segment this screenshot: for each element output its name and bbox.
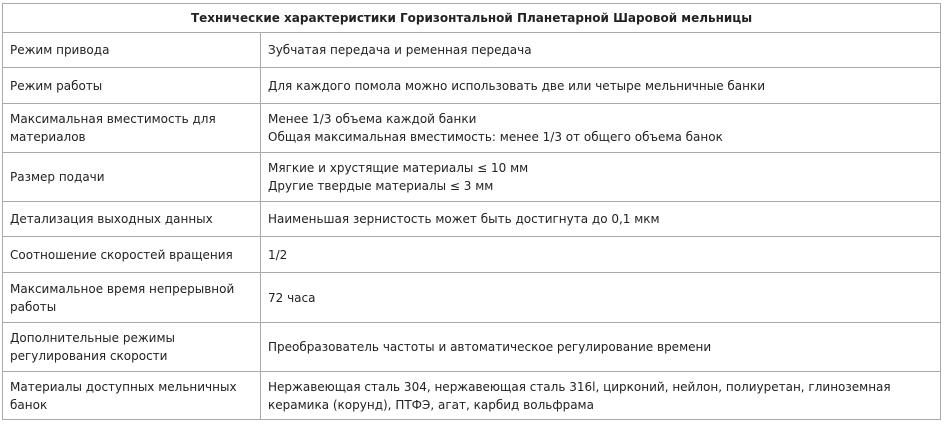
table-title-row <box>3 4 941 33</box>
value-line: Зубчатая передача и ременная передача <box>268 43 532 57</box>
row-label: Дополнительные режимы регулирования скорости <box>3 323 261 372</box>
row-label: Максимальная вместимость для материалов <box>3 104 261 153</box>
row-value <box>261 104 941 153</box>
table-row <box>3 33 941 68</box>
table-title: Технические характеристики Горизонтальной Планетарной Шаровой мельницы <box>3 4 941 33</box>
table-row <box>3 273 941 323</box>
row-value <box>261 153 941 202</box>
value-line: 1/2 <box>268 247 288 262</box>
value-line: Наименьшая зернистость может быть достигнута до 0,1 мкм <box>268 212 660 226</box>
row-value <box>261 33 941 68</box>
table-row <box>3 104 941 153</box>
spec-table <box>2 3 941 420</box>
row-value <box>261 323 941 372</box>
value-line: Менее 1/3 объема каждой банки <box>268 112 477 126</box>
row-value <box>261 68 941 104</box>
table-row <box>3 153 941 202</box>
row-label: Режим работы <box>3 68 261 104</box>
row-label: Максимальное время непрерывной работы <box>3 273 261 323</box>
row-value <box>261 202 941 237</box>
value-line: Преобразователь частоты и автоматическое регулирование времени <box>268 340 712 354</box>
row-label: Соотношение скоростей вращения <box>3 237 261 273</box>
value-line: Другие твердые материалы ≤ 3 мм <box>268 179 494 193</box>
table-row <box>3 323 941 372</box>
value-line: Мягкие и хрустящие материалы ≤ 10 мм <box>268 161 529 175</box>
row-label: Материалы доступных мельничных банок <box>3 372 261 420</box>
row-value <box>261 237 941 273</box>
value-line: 72 часа <box>268 290 316 305</box>
value-line: Нержавеющая сталь 304, нержавеющая сталь 316l, цирконий, нейлон, полиуретан, глиноземная керамика (корунд), ПТФЭ, агат, карбид вольфрама <box>268 379 891 412</box>
row-label: Размер подачи <box>3 153 261 202</box>
value-line: Общая максимальная вместимость: менее 1/3 от общего объема банок <box>268 130 723 144</box>
row-label: Детализация выходных данных <box>3 202 261 237</box>
value-line: Для каждого помола можно использовать две или четыре мельничные банки <box>268 78 766 93</box>
table-row <box>3 68 941 104</box>
row-value <box>261 372 941 420</box>
row-value <box>261 273 941 323</box>
table-row <box>3 372 941 420</box>
table-row <box>3 202 941 237</box>
table-row <box>3 237 941 273</box>
row-label: Режим привода <box>3 33 261 68</box>
